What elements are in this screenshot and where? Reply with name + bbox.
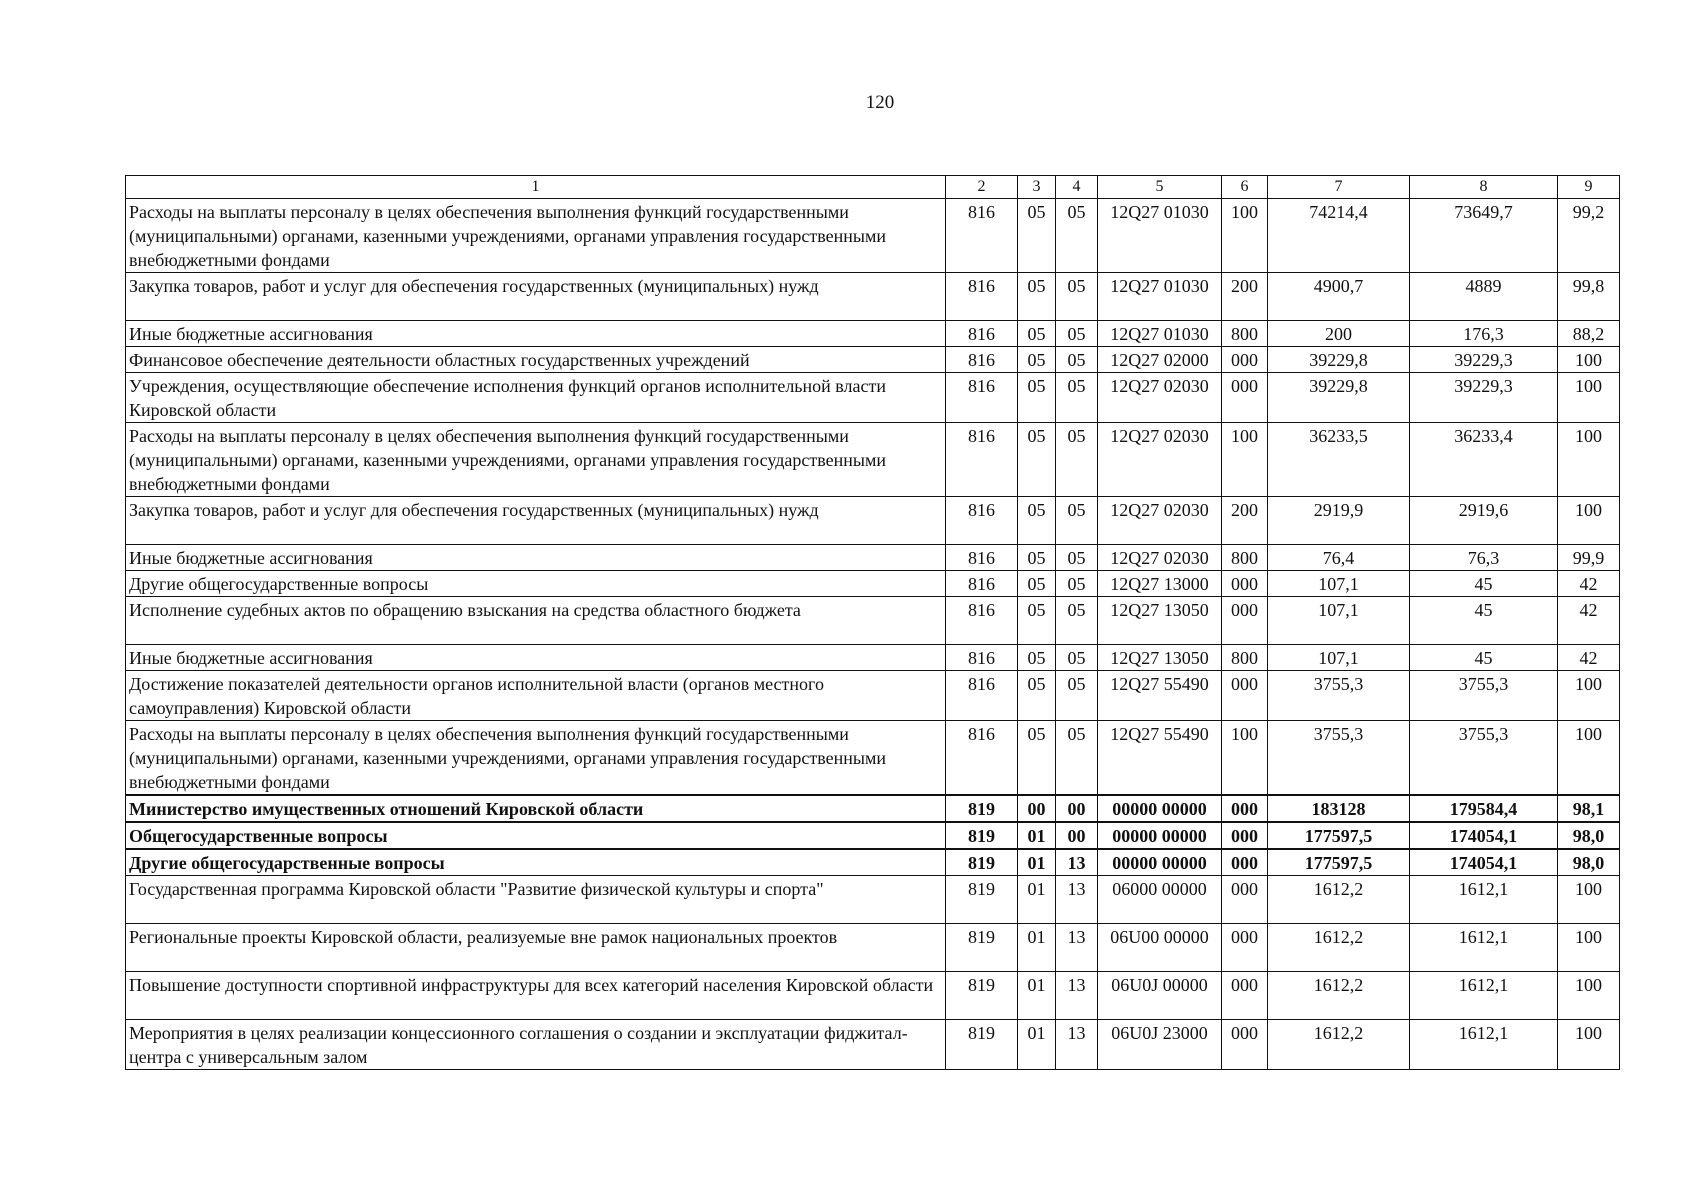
cell-subsection-code: 05 bbox=[1056, 199, 1098, 273]
cell-subsection-code: 05 bbox=[1056, 497, 1098, 545]
cell-target-article-code: 12Q27 55490 bbox=[1098, 671, 1222, 721]
table-row bbox=[126, 423, 1620, 497]
cell-actual-amount: 45 bbox=[1410, 645, 1558, 671]
cell-ministry-code: 819 bbox=[946, 1020, 1018, 1070]
cell-execution-percent: 100 bbox=[1558, 347, 1620, 373]
cell-section-code: 05 bbox=[1018, 373, 1056, 423]
table-row bbox=[126, 497, 1620, 545]
page-number: 120 bbox=[865, 92, 895, 113]
table-row bbox=[126, 571, 1620, 597]
table-body bbox=[126, 199, 1620, 1070]
cell-ministry-code: 816 bbox=[946, 597, 1018, 645]
cell-target-article-code: 12Q27 01030 bbox=[1098, 273, 1222, 321]
cell-target-article-code: 12Q27 13000 bbox=[1098, 571, 1222, 597]
cell-section-code: 05 bbox=[1018, 645, 1056, 671]
column-header: 1 bbox=[126, 176, 946, 199]
cell-target-article-code: 00000 00000 bbox=[1098, 849, 1222, 876]
cell-expense-type-code: 100 bbox=[1222, 721, 1268, 796]
table-row bbox=[126, 645, 1620, 671]
cell-subsection-code: 05 bbox=[1056, 273, 1098, 321]
cell-target-article-code: 12Q27 13050 bbox=[1098, 597, 1222, 645]
cell-target-article-code: 12Q27 02030 bbox=[1098, 497, 1222, 545]
cell-actual-amount: 1612,1 bbox=[1410, 924, 1558, 972]
cell-actual-amount: 1612,1 bbox=[1410, 1020, 1558, 1070]
cell-planned-amount: 107,1 bbox=[1268, 597, 1410, 645]
table-row bbox=[126, 721, 1620, 796]
cell-item-name: Иные бюджетные ассигнования bbox=[126, 645, 946, 671]
cell-planned-amount: 76,4 bbox=[1268, 545, 1410, 571]
cell-item-name: Расходы на выплаты персоналу в целях обеспечения выполнения функций государственными (муниципальными) органами, казенными учреждениями, органами управления государственными внебюджетными фондами bbox=[126, 423, 946, 497]
cell-expense-type-code: 000 bbox=[1222, 822, 1268, 849]
cell-item-name: Повышение доступности спортивной инфраструктуры для всех категорий населения Кировской области bbox=[126, 972, 946, 1020]
cell-actual-amount: 45 bbox=[1410, 571, 1558, 597]
cell-expense-type-code: 100 bbox=[1222, 423, 1268, 497]
cell-execution-percent: 100 bbox=[1558, 924, 1620, 972]
cell-target-article-code: 12Q27 02030 bbox=[1098, 373, 1222, 423]
cell-execution-percent: 100 bbox=[1558, 972, 1620, 1020]
cell-expense-type-code: 000 bbox=[1222, 924, 1268, 972]
cell-ministry-code: 819 bbox=[946, 924, 1018, 972]
table-row bbox=[126, 597, 1620, 645]
cell-actual-amount: 174054,1 bbox=[1410, 822, 1558, 849]
cell-planned-amount: 2919,9 bbox=[1268, 497, 1410, 545]
cell-target-article-code: 12Q27 02000 bbox=[1098, 347, 1222, 373]
table-row bbox=[126, 347, 1620, 373]
cell-item-name: Закупка товаров, работ и услуг для обеспечения государственных (муниципальных) нужд bbox=[126, 273, 946, 321]
cell-actual-amount: 179584,4 bbox=[1410, 795, 1558, 822]
cell-section-code: 01 bbox=[1018, 849, 1056, 876]
cell-planned-amount: 39229,8 bbox=[1268, 373, 1410, 423]
cell-item-name: Иные бюджетные ассигнования bbox=[126, 545, 946, 571]
cell-ministry-code: 816 bbox=[946, 373, 1018, 423]
cell-execution-percent: 88,2 bbox=[1558, 321, 1620, 347]
cell-execution-percent: 100 bbox=[1558, 423, 1620, 497]
cell-ministry-code: 816 bbox=[946, 423, 1018, 497]
cell-expense-type-code: 800 bbox=[1222, 545, 1268, 571]
cell-expense-type-code: 200 bbox=[1222, 497, 1268, 545]
cell-section-code: 00 bbox=[1018, 795, 1056, 822]
cell-ministry-code: 816 bbox=[946, 321, 1018, 347]
cell-item-name: Исполнение судебных актов по обращению взыскания на средства областного бюджета bbox=[126, 597, 946, 645]
cell-planned-amount: 183128 bbox=[1268, 795, 1410, 822]
cell-execution-percent: 42 bbox=[1558, 571, 1620, 597]
cell-target-article-code: 06000 00000 bbox=[1098, 876, 1222, 924]
cell-execution-percent: 98,1 bbox=[1558, 795, 1620, 822]
column-header: 5 bbox=[1098, 176, 1222, 199]
cell-expense-type-code: 000 bbox=[1222, 876, 1268, 924]
table-row bbox=[126, 373, 1620, 423]
cell-ministry-code: 819 bbox=[946, 795, 1018, 822]
cell-expense-type-code: 000 bbox=[1222, 1020, 1268, 1070]
cell-section-code: 05 bbox=[1018, 347, 1056, 373]
cell-item-name: Другие общегосударственные вопросы bbox=[126, 849, 946, 876]
cell-section-code: 05 bbox=[1018, 199, 1056, 273]
cell-ministry-code: 816 bbox=[946, 645, 1018, 671]
cell-planned-amount: 1612,2 bbox=[1268, 972, 1410, 1020]
cell-target-article-code: 12Q27 55490 bbox=[1098, 721, 1222, 796]
table-row bbox=[126, 924, 1620, 972]
cell-expense-type-code: 000 bbox=[1222, 597, 1268, 645]
cell-subsection-code: 00 bbox=[1056, 822, 1098, 849]
cell-subsection-code: 00 bbox=[1056, 795, 1098, 822]
cell-expense-type-code: 000 bbox=[1222, 373, 1268, 423]
cell-section-code: 05 bbox=[1018, 423, 1056, 497]
cell-subsection-code: 13 bbox=[1056, 924, 1098, 972]
column-number-row bbox=[126, 176, 1620, 199]
column-header: 2 bbox=[946, 176, 1018, 199]
cell-ministry-code: 816 bbox=[946, 497, 1018, 545]
cell-expense-type-code: 200 bbox=[1222, 273, 1268, 321]
cell-actual-amount: 39229,3 bbox=[1410, 347, 1558, 373]
cell-item-name: Расходы на выплаты персоналу в целях обеспечения выполнения функций государственными (муниципальными) органами, казенными учреждениями, органами управления государственными внебюджетными фондами bbox=[126, 199, 946, 273]
cell-section-code: 05 bbox=[1018, 597, 1056, 645]
cell-item-name: Региональные проекты Кировской области, реализуемые вне рамок национальных проектов bbox=[126, 924, 946, 972]
cell-item-name: Закупка товаров, работ и услуг для обеспечения государственных (муниципальных) нужд bbox=[126, 497, 946, 545]
cell-actual-amount: 3755,3 bbox=[1410, 671, 1558, 721]
cell-actual-amount: 76,3 bbox=[1410, 545, 1558, 571]
table-row bbox=[126, 671, 1620, 721]
cell-planned-amount: 177597,5 bbox=[1268, 849, 1410, 876]
column-header: 6 bbox=[1222, 176, 1268, 199]
cell-subsection-code: 05 bbox=[1056, 571, 1098, 597]
cell-planned-amount: 4900,7 bbox=[1268, 273, 1410, 321]
cell-subsection-code: 05 bbox=[1056, 423, 1098, 497]
cell-section-code: 01 bbox=[1018, 972, 1056, 1020]
cell-actual-amount: 39229,3 bbox=[1410, 373, 1558, 423]
table-row bbox=[126, 972, 1620, 1020]
cell-item-name: Другие общегосударственные вопросы bbox=[126, 571, 946, 597]
cell-item-name: Достижение показателей деятельности органов исполнительной власти (органов местного самоуправления) Кировской области bbox=[126, 671, 946, 721]
cell-ministry-code: 816 bbox=[946, 199, 1018, 273]
cell-subsection-code: 05 bbox=[1056, 645, 1098, 671]
cell-ministry-code: 816 bbox=[946, 721, 1018, 796]
cell-section-code: 05 bbox=[1018, 273, 1056, 321]
cell-expense-type-code: 100 bbox=[1222, 199, 1268, 273]
cell-ministry-code: 816 bbox=[946, 347, 1018, 373]
cell-target-article-code: 12Q27 02030 bbox=[1098, 423, 1222, 497]
cell-actual-amount: 3755,3 bbox=[1410, 721, 1558, 796]
cell-target-article-code: 00000 00000 bbox=[1098, 822, 1222, 849]
table-row bbox=[126, 545, 1620, 571]
cell-ministry-code: 819 bbox=[946, 822, 1018, 849]
cell-execution-percent: 100 bbox=[1558, 671, 1620, 721]
cell-subsection-code: 05 bbox=[1056, 545, 1098, 571]
cell-section-code: 05 bbox=[1018, 497, 1056, 545]
cell-actual-amount: 176,3 bbox=[1410, 321, 1558, 347]
cell-execution-percent: 99,2 bbox=[1558, 199, 1620, 273]
cell-ministry-code: 819 bbox=[946, 849, 1018, 876]
column-header: 3 bbox=[1018, 176, 1056, 199]
cell-execution-percent: 98,0 bbox=[1558, 849, 1620, 876]
cell-subsection-code: 05 bbox=[1056, 671, 1098, 721]
column-header: 8 bbox=[1410, 176, 1558, 199]
cell-subsection-code: 13 bbox=[1056, 972, 1098, 1020]
cell-ministry-code: 819 bbox=[946, 876, 1018, 924]
cell-actual-amount: 36233,4 bbox=[1410, 423, 1558, 497]
cell-actual-amount: 4889 bbox=[1410, 273, 1558, 321]
cell-execution-percent: 98,0 bbox=[1558, 822, 1620, 849]
cell-target-article-code: 12Q27 13050 bbox=[1098, 645, 1222, 671]
cell-target-article-code: 12Q27 02030 bbox=[1098, 545, 1222, 571]
cell-item-name: Расходы на выплаты персоналу в целях обеспечения выполнения функций государственными (муниципальными) органами, казенными учреждениями, органами управления государственными внебюджетными фондами bbox=[126, 721, 946, 796]
cell-expense-type-code: 800 bbox=[1222, 321, 1268, 347]
cell-item-name: Иные бюджетные ассигнования bbox=[126, 321, 946, 347]
cell-expense-type-code: 000 bbox=[1222, 795, 1268, 822]
cell-actual-amount: 45 bbox=[1410, 597, 1558, 645]
cell-execution-percent: 100 bbox=[1558, 1020, 1620, 1070]
cell-section-code: 05 bbox=[1018, 721, 1056, 796]
table-row bbox=[126, 849, 1620, 876]
cell-item-name: Государственная программа Кировской области "Развитие физической культуры и спорта" bbox=[126, 876, 946, 924]
cell-target-article-code: 00000 00000 bbox=[1098, 795, 1222, 822]
column-header: 4 bbox=[1056, 176, 1098, 199]
cell-section-code: 05 bbox=[1018, 321, 1056, 347]
cell-target-article-code: 06U0J 00000 bbox=[1098, 972, 1222, 1020]
cell-planned-amount: 3755,3 bbox=[1268, 721, 1410, 796]
cell-subsection-code: 05 bbox=[1056, 347, 1098, 373]
cell-item-name: Мероприятия в целях реализации концессионного соглашения о создании и эксплуатации фиджитал-центра с универсальным залом bbox=[126, 1020, 946, 1070]
table-row bbox=[126, 822, 1620, 849]
cell-item-name: Общегосударственные вопросы bbox=[126, 822, 946, 849]
cell-planned-amount: 1612,2 bbox=[1268, 876, 1410, 924]
cell-planned-amount: 107,1 bbox=[1268, 571, 1410, 597]
cell-item-name: Учреждения, осуществляющие обеспечение исполнения функций органов исполнительной власти Кировской области bbox=[126, 373, 946, 423]
cell-expense-type-code: 000 bbox=[1222, 671, 1268, 721]
cell-target-article-code: 06U0J 23000 bbox=[1098, 1020, 1222, 1070]
cell-execution-percent: 100 bbox=[1558, 497, 1620, 545]
cell-section-code: 01 bbox=[1018, 876, 1056, 924]
cell-section-code: 05 bbox=[1018, 671, 1056, 721]
table-row bbox=[126, 273, 1620, 321]
cell-ministry-code: 819 bbox=[946, 972, 1018, 1020]
cell-target-article-code: 06U00 00000 bbox=[1098, 924, 1222, 972]
cell-execution-percent: 100 bbox=[1558, 876, 1620, 924]
cell-planned-amount: 107,1 bbox=[1268, 645, 1410, 671]
cell-planned-amount: 1612,2 bbox=[1268, 1020, 1410, 1070]
cell-execution-percent: 99,8 bbox=[1558, 273, 1620, 321]
table-row bbox=[126, 1020, 1620, 1070]
cell-actual-amount: 174054,1 bbox=[1410, 849, 1558, 876]
cell-subsection-code: 05 bbox=[1056, 321, 1098, 347]
cell-subsection-code: 05 bbox=[1056, 721, 1098, 796]
cell-section-code: 01 bbox=[1018, 822, 1056, 849]
table-row bbox=[126, 795, 1620, 822]
cell-ministry-code: 816 bbox=[946, 545, 1018, 571]
cell-item-name: Министерство имущественных отношений Кировской области bbox=[126, 795, 946, 822]
cell-expense-type-code: 000 bbox=[1222, 347, 1268, 373]
table-row bbox=[126, 321, 1620, 347]
cell-section-code: 01 bbox=[1018, 924, 1056, 972]
cell-execution-percent: 42 bbox=[1558, 597, 1620, 645]
cell-section-code: 05 bbox=[1018, 571, 1056, 597]
cell-actual-amount: 73649,7 bbox=[1410, 199, 1558, 273]
cell-subsection-code: 05 bbox=[1056, 597, 1098, 645]
cell-execution-percent: 100 bbox=[1558, 721, 1620, 796]
cell-planned-amount: 36233,5 bbox=[1268, 423, 1410, 497]
table-row bbox=[126, 876, 1620, 924]
cell-ministry-code: 816 bbox=[946, 671, 1018, 721]
cell-item-name: Финансовое обеспечение деятельности областных государственных учреждений bbox=[126, 347, 946, 373]
cell-planned-amount: 39229,8 bbox=[1268, 347, 1410, 373]
cell-ministry-code: 816 bbox=[946, 571, 1018, 597]
cell-planned-amount: 3755,3 bbox=[1268, 671, 1410, 721]
cell-actual-amount: 1612,1 bbox=[1410, 876, 1558, 924]
cell-planned-amount: 177597,5 bbox=[1268, 822, 1410, 849]
cell-section-code: 05 bbox=[1018, 545, 1056, 571]
cell-target-article-code: 12Q27 01030 bbox=[1098, 199, 1222, 273]
cell-planned-amount: 1612,2 bbox=[1268, 924, 1410, 972]
cell-subsection-code: 13 bbox=[1056, 1020, 1098, 1070]
cell-actual-amount: 1612,1 bbox=[1410, 972, 1558, 1020]
cell-expense-type-code: 000 bbox=[1222, 972, 1268, 1020]
cell-expense-type-code: 000 bbox=[1222, 571, 1268, 597]
cell-ministry-code: 816 bbox=[946, 273, 1018, 321]
cell-expense-type-code: 800 bbox=[1222, 645, 1268, 671]
cell-subsection-code: 13 bbox=[1056, 849, 1098, 876]
cell-expense-type-code: 000 bbox=[1222, 849, 1268, 876]
cell-planned-amount: 74214,4 bbox=[1268, 199, 1410, 273]
cell-execution-percent: 100 bbox=[1558, 373, 1620, 423]
cell-execution-percent: 42 bbox=[1558, 645, 1620, 671]
column-header: 9 bbox=[1558, 176, 1620, 199]
cell-actual-amount: 2919,6 bbox=[1410, 497, 1558, 545]
cell-execution-percent: 99,9 bbox=[1558, 545, 1620, 571]
cell-planned-amount: 200 bbox=[1268, 321, 1410, 347]
cell-subsection-code: 13 bbox=[1056, 876, 1098, 924]
cell-target-article-code: 12Q27 01030 bbox=[1098, 321, 1222, 347]
table-row bbox=[126, 199, 1620, 273]
budget-table bbox=[125, 175, 1620, 1070]
cell-section-code: 01 bbox=[1018, 1020, 1056, 1070]
column-header: 7 bbox=[1268, 176, 1410, 199]
cell-subsection-code: 05 bbox=[1056, 373, 1098, 423]
